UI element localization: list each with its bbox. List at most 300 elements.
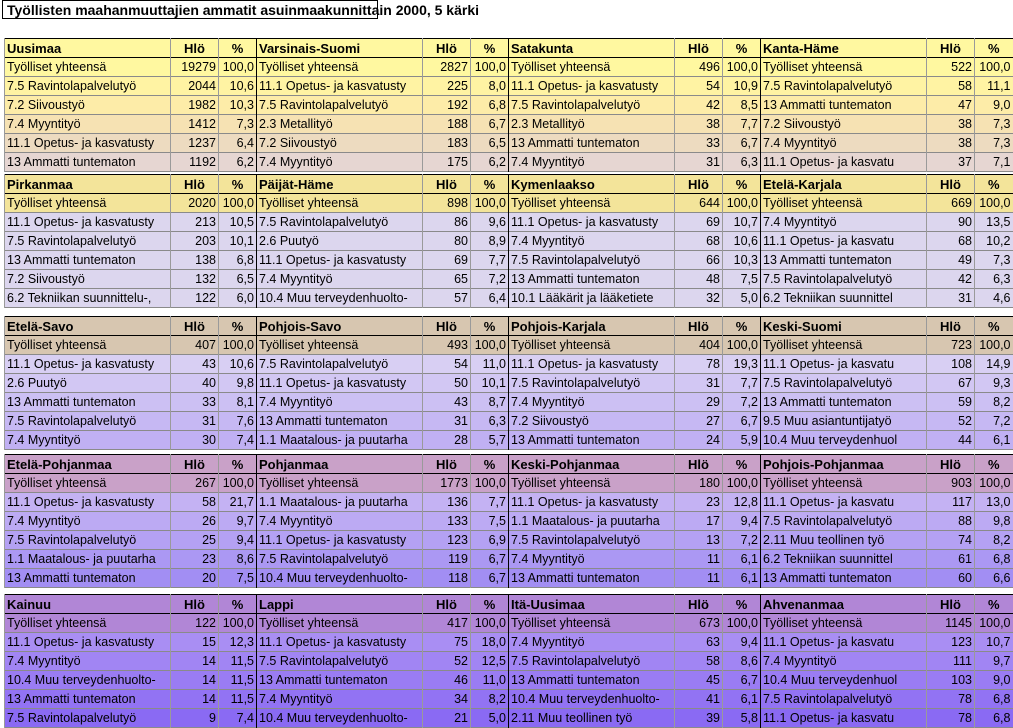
- occupation-label: Työlliset yhteensä: [257, 194, 423, 213]
- percent-value: 7,7: [723, 374, 761, 393]
- column-header-pct: %: [723, 595, 761, 614]
- count-value: 175: [423, 153, 471, 172]
- region-name: Päijät-Häme: [257, 175, 423, 194]
- percent-value: 13,0: [975, 493, 1013, 512]
- percent-value: 7,5: [723, 270, 761, 289]
- count-value: 42: [927, 270, 975, 289]
- count-value: 138: [171, 251, 219, 270]
- count-value: 15: [171, 633, 219, 652]
- percent-value: 7,2: [723, 531, 761, 550]
- count-value: 133: [423, 512, 471, 531]
- occupation-label: 10.4 Muu terveydenhuolto-: [257, 569, 423, 588]
- occupation-label: 11.1 Opetus- ja kasvatusty: [5, 493, 171, 512]
- column-header-pct: %: [471, 455, 509, 474]
- table-row: [5, 671, 1013, 690]
- column-header-pct: %: [471, 595, 509, 614]
- count-value: 493: [423, 336, 471, 355]
- count-value: 57: [423, 289, 471, 308]
- percent-value: 13,5: [975, 213, 1013, 232]
- occupation-label: 7.5 Ravintolapalvelutyö: [509, 96, 675, 115]
- percent-value: 100,0: [723, 194, 761, 213]
- count-value: 43: [171, 355, 219, 374]
- occupation-label: 7.5 Ravintolapalvelutyö: [761, 512, 927, 531]
- column-header-pct: %: [471, 317, 509, 336]
- percent-value: 100,0: [975, 194, 1013, 213]
- table-row: [5, 232, 1013, 251]
- occupation-label: 7.4 Myyntityö: [5, 652, 171, 671]
- table-row: [5, 58, 1013, 77]
- count-value: 30: [171, 431, 219, 450]
- occupation-label: Työlliset yhteensä: [509, 194, 675, 213]
- column-header-pct: %: [723, 317, 761, 336]
- percent-value: 100,0: [723, 474, 761, 493]
- percent-value: 6,8: [471, 96, 509, 115]
- percent-value: 7,7: [723, 115, 761, 134]
- region-name: Etelä-Savo: [5, 317, 171, 336]
- table-row: [5, 251, 1013, 270]
- count-value: 75: [423, 633, 471, 652]
- percent-value: 8,9: [471, 232, 509, 251]
- occupation-label: 7.5 Ravintolapalvelutyö: [509, 652, 675, 671]
- occupation-label: 11.1 Opetus- ja kasvatusty: [509, 493, 675, 512]
- table-row: [5, 550, 1013, 569]
- occupation-label: 7.4 Myyntityö: [257, 153, 423, 172]
- occupation-label: 7.5 Ravintolapalvelutyö: [257, 652, 423, 671]
- occupation-label: 7.4 Myyntityö: [509, 550, 675, 569]
- region-block-1: [4, 38, 1013, 172]
- occupation-label: 7.5 Ravintolapalvelutyö: [257, 213, 423, 232]
- table-row: [5, 77, 1013, 96]
- occupation-label: 7.5 Ravintolapalvelutyö: [761, 77, 927, 96]
- occupation-label: 11.1 Opetus- ja kasvatusty: [5, 633, 171, 652]
- occupation-label: 10.4 Muu terveydenhuolto-: [257, 709, 423, 728]
- column-header-pct: %: [975, 39, 1013, 58]
- percent-value: 100,0: [723, 58, 761, 77]
- occupation-label: 13 Ammatti tuntematon: [761, 96, 927, 115]
- count-value: 69: [675, 213, 723, 232]
- occupation-label: 13 Ammatti tuntematon: [5, 569, 171, 588]
- count-value: 33: [171, 393, 219, 412]
- percent-value: 100,0: [975, 58, 1013, 77]
- occupation-label: 13 Ammatti tuntematon: [761, 569, 927, 588]
- region-name: Lappi: [257, 595, 423, 614]
- count-value: 1773: [423, 474, 471, 493]
- count-value: 1237: [171, 134, 219, 153]
- percent-value: 6,1: [975, 431, 1013, 450]
- percent-value: 19,3: [723, 355, 761, 374]
- percent-value: 12,3: [219, 633, 257, 652]
- percent-value: 12,5: [471, 652, 509, 671]
- percent-value: 6,0: [219, 289, 257, 308]
- count-value: 54: [423, 355, 471, 374]
- percent-value: 100,0: [471, 336, 509, 355]
- percent-value: 21,7: [219, 493, 257, 512]
- occupation-label: 11.1 Opetus- ja kasvatu: [761, 633, 927, 652]
- percent-value: 7,2: [975, 412, 1013, 431]
- percent-value: 8,2: [471, 690, 509, 709]
- occupation-label: 2.11 Muu teollinen työ: [761, 531, 927, 550]
- column-header-hlo: Hlö: [423, 455, 471, 474]
- occupation-label: Työlliset yhteensä: [5, 194, 171, 213]
- occupation-label: Työlliset yhteensä: [257, 58, 423, 77]
- region-name: Keski-Pohjanmaa: [509, 455, 675, 474]
- occupation-label: 2.3 Metallityö: [509, 115, 675, 134]
- region-name: Pohjois-Karjala: [509, 317, 675, 336]
- occupation-label: 7.5 Ravintolapalvelutyö: [257, 550, 423, 569]
- region-name: Varsinais-Suomi: [257, 39, 423, 58]
- occupation-label: 7.5 Ravintolapalvelutyö: [257, 96, 423, 115]
- count-value: 54: [675, 77, 723, 96]
- table-row: [5, 512, 1013, 531]
- count-value: 123: [927, 633, 975, 652]
- occupation-label: 11.1 Opetus- ja kasvatusty: [509, 213, 675, 232]
- count-value: 60: [927, 569, 975, 588]
- table-row: [5, 270, 1013, 289]
- percent-value: 10,1: [471, 374, 509, 393]
- percent-value: 8,7: [471, 393, 509, 412]
- count-value: 23: [675, 493, 723, 512]
- percent-value: 6,8: [975, 709, 1013, 728]
- occupation-label: 7.5 Ravintolapalvelutyö: [761, 374, 927, 393]
- column-header-pct: %: [975, 175, 1013, 194]
- count-value: 78: [675, 355, 723, 374]
- occupation-label: 2.3 Metallityö: [257, 115, 423, 134]
- occupation-label: 1.1 Maatalous- ja puutarha: [509, 512, 675, 531]
- occupation-label: Työlliset yhteensä: [509, 336, 675, 355]
- count-value: 24: [675, 431, 723, 450]
- occupation-label: Työlliset yhteensä: [257, 336, 423, 355]
- column-header-pct: %: [219, 175, 257, 194]
- count-value: 86: [423, 213, 471, 232]
- count-value: 122: [171, 289, 219, 308]
- count-value: 38: [675, 115, 723, 134]
- count-value: 59: [927, 393, 975, 412]
- percent-value: 5,7: [471, 431, 509, 450]
- percent-value: 8,0: [471, 77, 509, 96]
- count-value: 50: [423, 374, 471, 393]
- occupation-label: 7.5 Ravintolapalvelutyö: [5, 77, 171, 96]
- occupation-label: 7.4 Myyntityö: [509, 393, 675, 412]
- table-row: [5, 652, 1013, 671]
- occupation-label: 2.6 Puutyö: [257, 232, 423, 251]
- count-value: 40: [171, 374, 219, 393]
- table-row: [5, 115, 1013, 134]
- table-row: [5, 709, 1013, 728]
- column-header-hlo: Hlö: [927, 39, 975, 58]
- percent-value: 6,8: [975, 690, 1013, 709]
- column-header-hlo: Hlö: [675, 317, 723, 336]
- column-header-hlo: Hlö: [675, 39, 723, 58]
- column-header-pct: %: [219, 455, 257, 474]
- occupation-label: 7.4 Myyntityö: [761, 652, 927, 671]
- percent-value: 10,3: [723, 251, 761, 270]
- percent-value: 6,7: [723, 134, 761, 153]
- occupation-label: 2.6 Puutyö: [5, 374, 171, 393]
- count-value: 48: [675, 270, 723, 289]
- count-value: 1145: [927, 614, 975, 633]
- count-value: 23: [171, 550, 219, 569]
- count-value: 13: [675, 531, 723, 550]
- column-header-hlo: Hlö: [423, 595, 471, 614]
- percent-value: 11,0: [471, 671, 509, 690]
- count-value: 14: [171, 690, 219, 709]
- table-row: [5, 412, 1013, 431]
- percent-value: 6,7: [471, 569, 509, 588]
- region-name: Uusimaa: [5, 39, 171, 58]
- table-row: [5, 289, 1013, 308]
- percent-value: 8,2: [975, 531, 1013, 550]
- count-value: 45: [675, 671, 723, 690]
- count-value: 41: [675, 690, 723, 709]
- occupation-label: 13 Ammatti tuntematon: [761, 251, 927, 270]
- count-value: 38: [927, 134, 975, 153]
- count-value: 34: [423, 690, 471, 709]
- count-value: 188: [423, 115, 471, 134]
- occupation-label: 13 Ammatti tuntematon: [5, 251, 171, 270]
- occupation-label: 7.4 Myyntityö: [5, 115, 171, 134]
- count-value: 1192: [171, 153, 219, 172]
- occupation-label: Työlliset yhteensä: [761, 614, 927, 633]
- percent-value: 9,4: [723, 512, 761, 531]
- percent-value: 100,0: [219, 194, 257, 213]
- percent-value: 10,9: [723, 77, 761, 96]
- count-value: 68: [927, 232, 975, 251]
- occupation-label: 10.4 Muu terveydenhuol: [761, 671, 927, 690]
- count-value: 52: [423, 652, 471, 671]
- count-value: 33: [675, 134, 723, 153]
- count-value: 9: [171, 709, 219, 728]
- column-header-pct: %: [975, 595, 1013, 614]
- column-header-pct: %: [975, 317, 1013, 336]
- count-value: 111: [927, 652, 975, 671]
- percent-value: 7,3: [975, 134, 1013, 153]
- column-header-pct: %: [975, 455, 1013, 474]
- count-value: 31: [675, 153, 723, 172]
- percent-value: 6,7: [471, 115, 509, 134]
- count-value: 183: [423, 134, 471, 153]
- occupation-label: 10.4 Muu terveydenhuolto-: [509, 690, 675, 709]
- occupation-label: 7.2 Siivoustyö: [761, 115, 927, 134]
- count-value: 1982: [171, 96, 219, 115]
- occupation-label: 7.4 Myyntityö: [509, 153, 675, 172]
- region-name: Pirkanmaa: [5, 175, 171, 194]
- percent-value: 6,4: [471, 289, 509, 308]
- region-name: Keski-Suomi: [761, 317, 927, 336]
- count-value: 47: [927, 96, 975, 115]
- column-header-pct: %: [219, 595, 257, 614]
- percent-value: 8,1: [219, 393, 257, 412]
- column-header-hlo: Hlö: [927, 175, 975, 194]
- count-value: 2044: [171, 77, 219, 96]
- occupation-label: 11.1 Opetus- ja kasvatusty: [257, 633, 423, 652]
- occupation-label: Työlliset yhteensä: [509, 58, 675, 77]
- occupation-label: 7.4 Myyntityö: [5, 431, 171, 450]
- occupation-label: 11.1 Opetus- ja kasvatusty: [5, 134, 171, 153]
- occupation-label: Työlliset yhteensä: [5, 58, 171, 77]
- percent-value: 6,8: [219, 251, 257, 270]
- percent-value: 5,0: [471, 709, 509, 728]
- table-row: [5, 614, 1013, 633]
- column-header-hlo: Hlö: [927, 595, 975, 614]
- percent-value: 6,1: [723, 690, 761, 709]
- percent-value: 100,0: [219, 614, 257, 633]
- count-value: 417: [423, 614, 471, 633]
- column-header-pct: %: [219, 39, 257, 58]
- percent-value: 10,6: [219, 77, 257, 96]
- percent-value: 10,5: [219, 213, 257, 232]
- count-value: 31: [675, 374, 723, 393]
- percent-value: 100,0: [219, 474, 257, 493]
- percent-value: 11,5: [219, 690, 257, 709]
- region-name: Satakunta: [509, 39, 675, 58]
- percent-value: 7,4: [219, 431, 257, 450]
- count-value: 58: [927, 77, 975, 96]
- table-row: [5, 153, 1013, 172]
- column-header-pct: %: [471, 39, 509, 58]
- occupation-label: 7.5 Ravintolapalvelutyö: [761, 690, 927, 709]
- count-value: 898: [423, 194, 471, 213]
- occupation-label: 7.4 Myyntityö: [257, 690, 423, 709]
- count-value: 78: [927, 690, 975, 709]
- percent-value: 6,8: [975, 550, 1013, 569]
- percent-value: 9,0: [975, 671, 1013, 690]
- occupation-label: 7.5 Ravintolapalvelutyö: [509, 374, 675, 393]
- count-value: 31: [171, 412, 219, 431]
- percent-value: 9,7: [219, 512, 257, 531]
- count-value: 673: [675, 614, 723, 633]
- percent-value: 10,7: [975, 633, 1013, 652]
- occupation-label: 11.1 Opetus- ja kasvatu: [761, 493, 927, 512]
- percent-value: 10,2: [975, 232, 1013, 251]
- percent-value: 6,3: [471, 412, 509, 431]
- percent-value: 100,0: [471, 58, 509, 77]
- occupation-label: 11.1 Opetus- ja kasvatu: [761, 153, 927, 172]
- column-header-pct: %: [723, 175, 761, 194]
- count-value: 136: [423, 493, 471, 512]
- percent-value: 6,2: [471, 153, 509, 172]
- occupation-label: 2.11 Muu teollinen työ: [509, 709, 675, 728]
- occupation-label: 11.1 Opetus- ja kasvatusty: [509, 355, 675, 374]
- column-header-pct: %: [219, 317, 257, 336]
- percent-value: 7,2: [471, 270, 509, 289]
- percent-value: 11,1: [975, 77, 1013, 96]
- count-value: 192: [423, 96, 471, 115]
- column-header-pct: %: [723, 455, 761, 474]
- occupation-label: 1.1 Maatalous- ja puutarha: [5, 550, 171, 569]
- column-header-pct: %: [723, 39, 761, 58]
- percent-value: 100,0: [975, 474, 1013, 493]
- percent-value: 6,7: [723, 671, 761, 690]
- occupation-label: 11.1 Opetus- ja kasvatu: [761, 232, 927, 251]
- count-value: 25: [171, 531, 219, 550]
- percent-value: 6,9: [471, 531, 509, 550]
- percent-value: 100,0: [219, 336, 257, 355]
- percent-value: 100,0: [723, 614, 761, 633]
- percent-value: 9,8: [219, 374, 257, 393]
- occupation-label: 11.1 Opetus- ja kasvatusty: [509, 77, 675, 96]
- column-header-hlo: Hlö: [171, 595, 219, 614]
- count-value: 58: [675, 652, 723, 671]
- occupation-label: Työlliset yhteensä: [5, 474, 171, 493]
- count-value: 122: [171, 614, 219, 633]
- percent-value: 12,8: [723, 493, 761, 512]
- count-value: 38: [927, 115, 975, 134]
- column-header-hlo: Hlö: [171, 39, 219, 58]
- count-value: 68: [675, 232, 723, 251]
- occupation-label: 13 Ammatti tuntematon: [509, 134, 675, 153]
- region-name: Etelä-Karjala: [761, 175, 927, 194]
- count-value: 496: [675, 58, 723, 77]
- count-value: 123: [423, 531, 471, 550]
- count-value: 903: [927, 474, 975, 493]
- column-header-hlo: Hlö: [927, 317, 975, 336]
- percent-value: 7,2: [723, 393, 761, 412]
- count-value: 27: [675, 412, 723, 431]
- percent-value: 14,9: [975, 355, 1013, 374]
- column-header-hlo: Hlö: [675, 455, 723, 474]
- count-value: 26: [171, 512, 219, 531]
- count-value: 11: [675, 569, 723, 588]
- percent-value: 7,7: [471, 493, 509, 512]
- percent-value: 10,3: [219, 96, 257, 115]
- occupation-label: 10.4 Muu terveydenhuolto-: [5, 671, 171, 690]
- count-value: 723: [927, 336, 975, 355]
- occupation-label: 7.5 Ravintolapalvelutyö: [509, 531, 675, 550]
- percent-value: 9,7: [975, 652, 1013, 671]
- occupation-label: 6.2 Tekniikan suunnittelu-,: [5, 289, 171, 308]
- percent-value: 7,3: [975, 115, 1013, 134]
- table-row: [5, 690, 1013, 709]
- count-value: 103: [927, 671, 975, 690]
- column-header-hlo: Hlö: [927, 455, 975, 474]
- occupation-label: 11.1 Opetus- ja kasvatusty: [257, 374, 423, 393]
- count-value: 32: [675, 289, 723, 308]
- occupation-label: 7.5 Ravintolapalvelutyö: [5, 531, 171, 550]
- percent-value: 100,0: [471, 194, 509, 213]
- count-value: 88: [927, 512, 975, 531]
- count-value: 17: [675, 512, 723, 531]
- occupation-label: 13 Ammatti tuntematon: [5, 393, 171, 412]
- occupation-label: 7.4 Myyntityö: [761, 213, 927, 232]
- percent-value: 7,7: [471, 251, 509, 270]
- occupation-label: 13 Ammatti tuntematon: [509, 431, 675, 450]
- percent-value: 7,5: [471, 512, 509, 531]
- occupation-label: 1.1 Maatalous- ja puutarha: [257, 493, 423, 512]
- percent-value: 9,4: [723, 633, 761, 652]
- percent-value: 6,7: [723, 412, 761, 431]
- table-row: [5, 355, 1013, 374]
- table-row: [5, 194, 1013, 213]
- table-row: [5, 493, 1013, 512]
- occupation-label: 13 Ammatti tuntematon: [761, 393, 927, 412]
- occupation-label: Työlliset yhteensä: [5, 336, 171, 355]
- occupation-label: 7.5 Ravintolapalvelutyö: [761, 270, 927, 289]
- count-value: 14: [171, 671, 219, 690]
- percent-value: 10,1: [219, 232, 257, 251]
- occupation-label: Työlliset yhteensä: [761, 58, 927, 77]
- percent-value: 100,0: [975, 614, 1013, 633]
- occupation-label: 7.4 Myyntityö: [509, 232, 675, 251]
- percent-value: 10,6: [723, 232, 761, 251]
- occupation-label: Työlliset yhteensä: [5, 614, 171, 633]
- column-header-hlo: Hlö: [171, 317, 219, 336]
- count-value: 39: [675, 709, 723, 728]
- percent-value: 7,6: [219, 412, 257, 431]
- percent-value: 9,6: [471, 213, 509, 232]
- column-header-hlo: Hlö: [675, 595, 723, 614]
- percent-value: 8,2: [975, 393, 1013, 412]
- count-value: 31: [927, 289, 975, 308]
